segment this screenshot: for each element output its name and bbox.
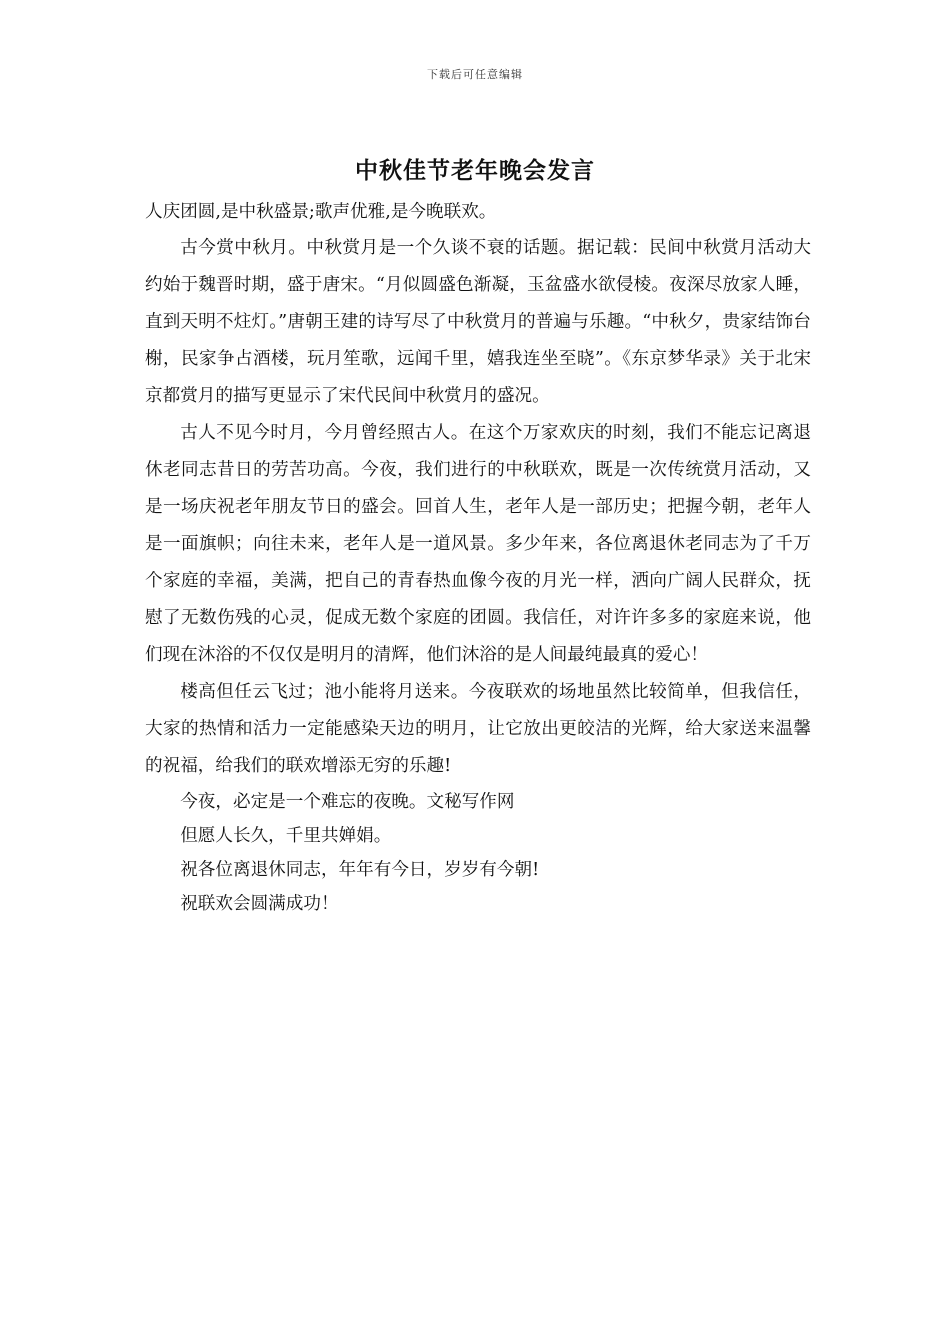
paragraph-closing: 祝联欢会圆满成功！ [180, 894, 339, 914]
paragraph-tribute: 古人不见今时月，今月曾经照古人。在这个万家欢庆的时刻，我们不能忘记离退休老同志昔日的劳苦功高。今夜，我们进行的中秋联欢，既是一次传统赏月活动，又是一场庆祝老年朋友节日的盛会。回首人生，老年人是一部历史；把握今朝，老年人是一面旗帜；向往未来，老年人是一道风景。多少年来，各位离退休老同志为了千万个家庭的幸福，美满，把自己的青春热血像今夜的月光一样，洒向广阔人民群众，抚慰了无数伤残的心灵，促成无数个家庭的团圆。我信任，对许许多多的家庭来说，他们现在沐浴的不仅仅是明月的清辉，他们沐浴的是人间最纯最真的爱心！ [145, 423, 811, 665]
page-title: 中秋佳节老年晚会发言 [355, 157, 595, 184]
paragraph-wish: 但愿人长久，千里共婵娟。 [180, 826, 392, 846]
paragraph-moon-history: 古今赏中秋月。中秋赏月是一个久谈不衰的话题。据记载：民间中秋赏月活动大约始于魏晋时期，盛于唐宋。“月似圆盛色渐凝，玉盆盛水欲侵棱。夜深尽放家人睡，直到天明不炷灯。”唐朝王建的诗写尽了中秋赏月的普遍与乐趣。“中秋夕，贵家结饰台榭，民家争占酒楼，玩月笙歌，远闻千里，嬉我连坐至晓”。《东京梦华录》关于北宋京都赏月的描写更显示了宋代民间中秋赏月的盛况。 [145, 238, 811, 406]
paragraph-venue: 楼高但任云飞过；池小能将月送来。今夜联欢的场地虽然比较简单，但我信任，大家的热情和活力一定能感染天边的明月，让它放出更皎洁的光辉，给大家送来温馨的祝福，给我们的联欢增添无穷的乐趣! [145, 682, 811, 776]
paragraph-blessing: 祝各位离退休同志，年年有今日，岁岁有今朝! [180, 860, 540, 880]
paragraph-opening: 人庆团圆,是中秋盛景;歌声优雅,是今晚联欢。 [145, 202, 497, 222]
header-note: 下载后可任意编辑 [427, 68, 523, 81]
document-body [145, 194, 811, 921]
paragraph-tonight: 今夜，必定是一个难忘的夜晚。文秘写作网 [180, 792, 515, 812]
